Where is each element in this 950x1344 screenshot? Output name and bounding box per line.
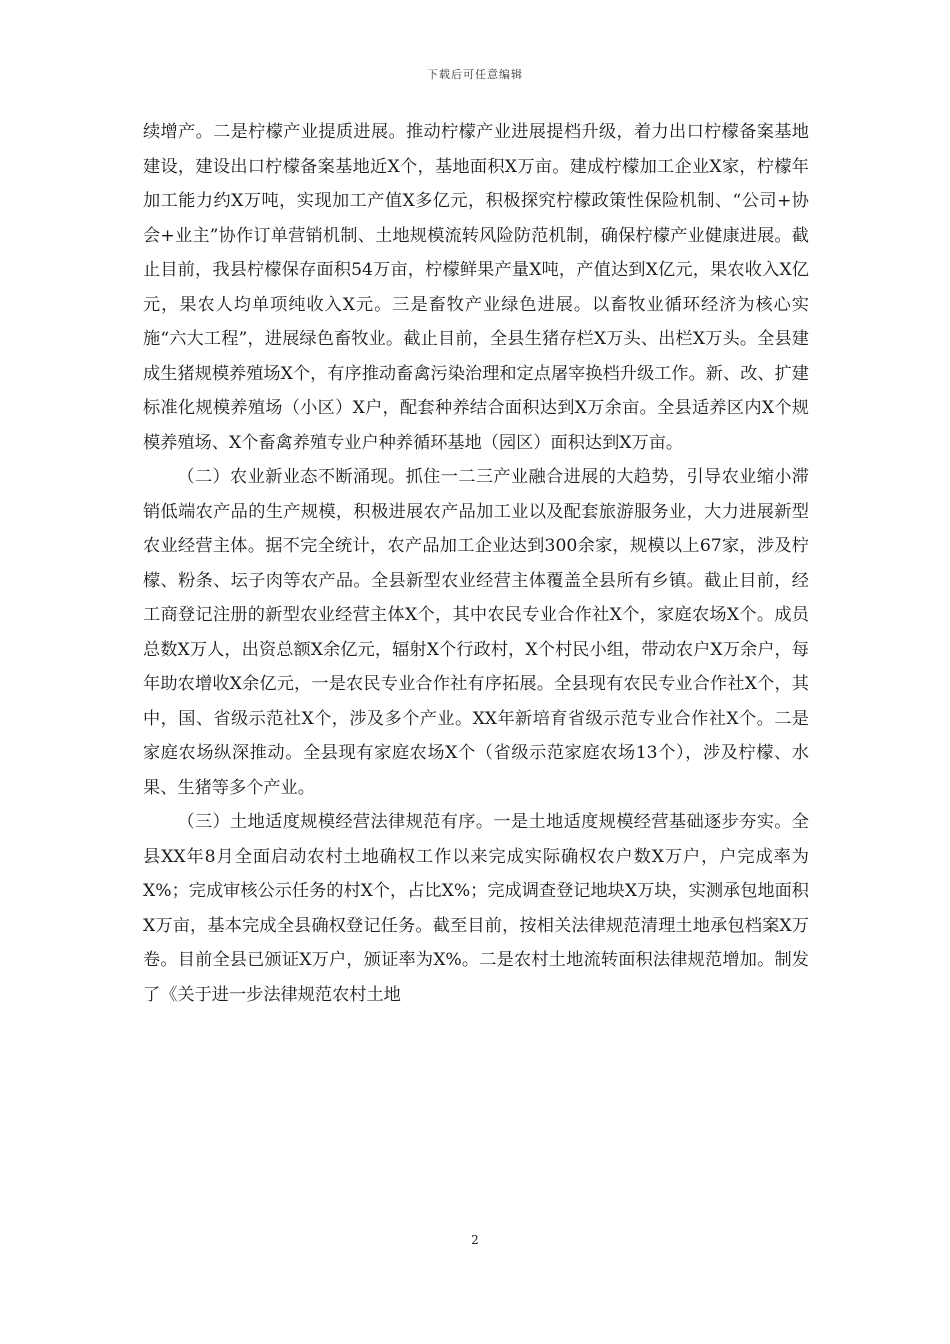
paragraph-new-agri-formats: （二）农业新业态不断涌现。抓住一二三产业融合进展的大趋势，引导农业缩小滞销低端农产品的生产规模，积极进展农产品加工业以及配套旅游服务业，大力进展新型农业经营主体。据不完全统计，农产品加工企业达到300余家，规模以上67家，涉及柠檬、粉条、坛子肉等农产品。全县新型农业经营主体覆盖全县所有乡镇。截止目前，经工商登记注册的新型农业经营主体X个，其中农民专业合作社X个，家庭农场X个。成员总数X万人，出资总额X余亿元，辐射X个行政村，X个村民小组，带动农户X万余户，每年助农增收X余亿元，一是农民专业合作社有序拓展。全县现有农民专业合作社X个，其中，国、省级示范社X个，涉及多个产业。XX年新培育省级示范专业合作社X个。二是家庭农场纵深推动。全县现有家庭农场X个（省级示范家庭农场13个），涉及柠檬、水果、生猪等多个产业。	[143, 467, 809, 798]
paragraph-livestock-lemon: 续增产。二是柠檬产业提质进展。推动柠檬产业进展提档升级，着力出口柠檬备案基地建设，建设出口柠檬备案基地近X个，基地面积X万亩。建成柠檬加工企业X家，柠檬年加工能力约X万吨，实现加工产值X多亿元，积极探究柠檬政策性保险机制、“公司+协会+业主”协作订单营销机制、土地规模流转风险防范机制，确保柠檬产业健康进展。截止目前，我县柠檬保存面积54万亩，柠檬鲜果产量X吨，产值达到X亿元，果农收入X亿元，果农人均单项纯收入X元。三是畜牧产业绿色进展。以畜牧业循环经济为核心实施“六大工程”，进展绿色畜牧业。截止目前，全县生猪存栏X万头、出栏X万头。全县建成生猪规模养殖场X个，有序推动畜禽污染治理和定点屠宰换档升级工作。新、改、扩建标准化规模养殖场（小区）X户，配套种养结合面积达到X万余亩。全县适养区内X个规模养殖场、X个畜禽养殖专业户种养循环基地（园区）面积达到X万亩。	[143, 122, 809, 453]
page-header-note: 下载后可任意编辑	[427, 68, 523, 81]
document-body	[143, 115, 809, 1012]
page-number: 2	[471, 1233, 479, 1247]
paragraph-land-scale-operation: （三）土地适度规模经营法律规范有序。一是土地适度规模经营基础逐步夯实。全县XX年8月全面启动农村土地确权工作以来完成实际确权农户数X万户，户完成率为X%；完成审核公示任务的村X个，占比X%；完成调查登记地块X万块，实测承包地面积X万亩，基本完成全县确权登记任务。截至目前，按相关法律规范清理土地承包档案X万卷。目前全县已颁证X万户，颁证率为X%。二是农村土地流转面积法律规范增加。制发了《关于进一步法律规范农村土地	[143, 812, 809, 1005]
